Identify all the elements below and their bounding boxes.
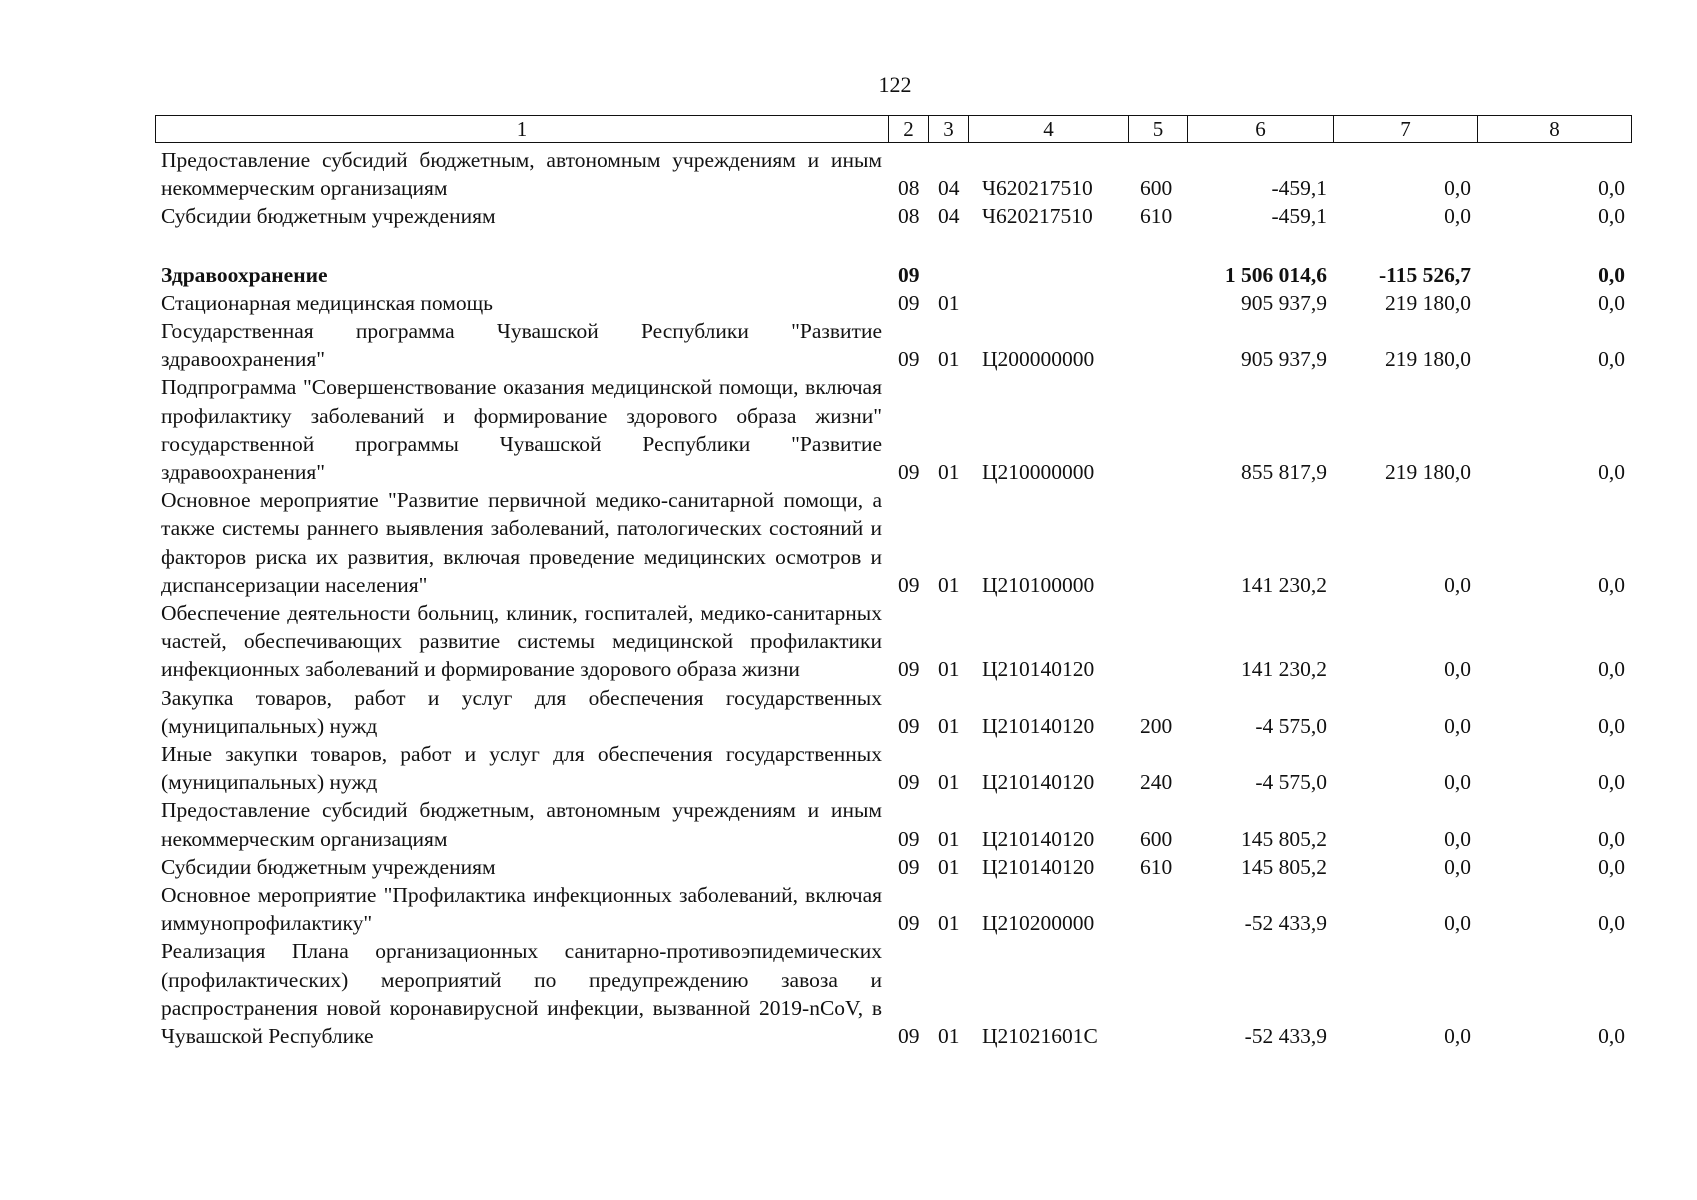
amount-col8: 0,0 bbox=[1598, 854, 1625, 879]
budget-table bbox=[155, 146, 1631, 1050]
amount-col8: 0,0 bbox=[1598, 713, 1625, 738]
expense-type-code bbox=[1128, 881, 1187, 937]
table-row bbox=[155, 261, 1631, 289]
target-article-code bbox=[968, 261, 1128, 289]
amount-col7: 0,0 bbox=[1444, 657, 1471, 682]
row-description: Государственная программа Чувашской Республики "Развитие здравоохранения" bbox=[161, 319, 882, 372]
expense-type-code: 610 bbox=[1140, 854, 1173, 879]
section-code: 09 bbox=[898, 713, 920, 738]
subsection-code: 01 bbox=[938, 713, 960, 738]
column-header: 4 bbox=[969, 116, 1129, 143]
row-description: Субсидии бюджетным учреждениям bbox=[161, 854, 496, 879]
subsection-code: 01 bbox=[938, 657, 960, 682]
amount-col6: -459,1 bbox=[1271, 176, 1327, 201]
row-description: Основное мероприятие "Развитие первичной медико-санитарной помощи, а также системы раннего выявления заболеваний, патологических состояний и факторов риска их развития, включая проведение медицинских осмотров и диспансеризации населения" bbox=[161, 488, 882, 597]
section-code: 09 bbox=[898, 262, 920, 287]
row-description: Предоставление субсидий бюджетным, автономным учреждениям и иным некоммерческим организациям bbox=[161, 148, 882, 201]
subsection-code: 01 bbox=[938, 572, 960, 597]
section-code: 09 bbox=[898, 826, 920, 851]
expense-type-code bbox=[1128, 317, 1187, 373]
amount-col6: -4 575,0 bbox=[1255, 713, 1327, 738]
budget-table-body bbox=[155, 146, 1631, 1050]
target-article-code: Ц210140120 bbox=[982, 713, 1095, 738]
amount-col6: 141 230,2 bbox=[1241, 657, 1327, 682]
amount-col8: 0,0 bbox=[1598, 657, 1625, 682]
target-article-code: Ц210140120 bbox=[982, 770, 1095, 795]
target-article-code: Ч620217510 bbox=[982, 204, 1093, 229]
amount-col8: 0,0 bbox=[1598, 911, 1625, 936]
row-description: Основное мероприятие "Профилактика инфекционных заболеваний, включая иммунопрофилактику" bbox=[161, 883, 882, 936]
table-row bbox=[155, 740, 1631, 796]
row-description: Здравоохранение bbox=[161, 262, 328, 287]
section-code: 09 bbox=[898, 1024, 920, 1049]
amount-col8: 0,0 bbox=[1598, 262, 1625, 287]
target-article-code: Ц210140120 bbox=[982, 854, 1095, 879]
amount-col8: 0,0 bbox=[1598, 460, 1625, 485]
expense-type-code: 240 bbox=[1140, 770, 1173, 795]
table-row bbox=[155, 796, 1631, 852]
target-article-code: Ц210000000 bbox=[982, 460, 1095, 485]
amount-col6: 905 937,9 bbox=[1241, 347, 1327, 372]
amount-col7: -115 526,7 bbox=[1379, 262, 1471, 287]
subsection-code: 04 bbox=[938, 176, 960, 201]
amount-col6: -52 433,9 bbox=[1244, 1024, 1327, 1049]
section-code: 08 bbox=[898, 204, 920, 229]
amount-col6: 905 937,9 bbox=[1241, 290, 1327, 315]
section-code: 08 bbox=[898, 176, 920, 201]
expense-type-code: 600 bbox=[1140, 176, 1173, 201]
subsection-code: 01 bbox=[938, 460, 960, 485]
table-row bbox=[155, 373, 1631, 486]
section-code: 09 bbox=[898, 657, 920, 682]
table-row bbox=[155, 146, 1631, 202]
table-row bbox=[155, 317, 1631, 373]
column-header: 1 bbox=[156, 116, 889, 143]
row-description: Реализация Плана организационных санитарно-противоэпидемических (профилактических) мероприятий по предупреждению завоза и распространения новой коронавирусной инфекции, вызванной 2019-nCoV, в Чувашской Республике bbox=[161, 939, 882, 1049]
subsection-code: 01 bbox=[938, 911, 960, 936]
amount-col8: 0,0 bbox=[1598, 572, 1625, 597]
table-row bbox=[155, 289, 1631, 317]
section-code: 09 bbox=[898, 460, 920, 485]
amount-col8: 0,0 bbox=[1598, 1024, 1625, 1049]
column-header: 6 bbox=[1188, 116, 1334, 143]
amount-col8: 0,0 bbox=[1598, 290, 1625, 315]
amount-col6: -459,1 bbox=[1271, 204, 1327, 229]
table-row bbox=[155, 853, 1631, 881]
row-description: Закупка товаров, работ и услуг для обеспечения государственных (муниципальных) нужд bbox=[161, 685, 882, 738]
subsection-code: 04 bbox=[938, 204, 960, 229]
amount-col7: 0,0 bbox=[1444, 854, 1471, 879]
subsection-code: 01 bbox=[938, 347, 960, 372]
amount-col6: -52 433,9 bbox=[1244, 911, 1327, 936]
table-row bbox=[155, 881, 1631, 937]
amount-col6: 1 506 014,6 bbox=[1224, 262, 1327, 287]
subsection-code: 01 bbox=[938, 1024, 960, 1049]
section-code: 09 bbox=[898, 911, 920, 936]
amount-col8: 0,0 bbox=[1598, 826, 1625, 851]
amount-col7: 219 180,0 bbox=[1385, 290, 1471, 315]
spacer-row bbox=[155, 231, 1631, 261]
subsection-code bbox=[928, 261, 968, 289]
section-code: 09 bbox=[898, 290, 920, 315]
table-row bbox=[155, 599, 1631, 684]
amount-col7: 0,0 bbox=[1444, 1024, 1471, 1049]
expense-type-code bbox=[1128, 261, 1187, 289]
target-article-code: Ц210100000 bbox=[982, 572, 1095, 597]
row-description: Субсидии бюджетным учреждениям bbox=[161, 204, 496, 229]
target-article-code: Ц210140120 bbox=[982, 826, 1095, 851]
column-header: 3 bbox=[929, 116, 969, 143]
row-description: Предоставление субсидий бюджетным, автономным учреждениям и иным некоммерческим организациям bbox=[161, 798, 882, 851]
amount-col7: 0,0 bbox=[1444, 176, 1471, 201]
amount-col7: 0,0 bbox=[1444, 204, 1471, 229]
amount-col8: 0,0 bbox=[1598, 176, 1625, 201]
amount-col6: 145 805,2 bbox=[1241, 854, 1327, 879]
row-description: Стационарная медицинская помощь bbox=[161, 290, 493, 315]
expense-type-code bbox=[1128, 937, 1187, 1050]
expense-type-code bbox=[1128, 486, 1187, 599]
column-header: 5 bbox=[1129, 116, 1188, 143]
subsection-code: 01 bbox=[938, 290, 960, 315]
table-row bbox=[155, 937, 1631, 1050]
table-row bbox=[155, 684, 1631, 740]
expense-type-code: 610 bbox=[1140, 204, 1173, 229]
amount-col7: 0,0 bbox=[1444, 770, 1471, 795]
amount-col6: -4 575,0 bbox=[1255, 770, 1327, 795]
target-article-code: Ч620217510 bbox=[982, 176, 1093, 201]
amount-col8: 0,0 bbox=[1598, 347, 1625, 372]
row-description: Подпрограмма "Совершенствование оказания медицинской помощи, включая профилактику заболеваний и формирование здорового образа жизни" государственной программы Чувашской Республики "Развитие здравоохранения" bbox=[161, 375, 882, 485]
amount-col7: 0,0 bbox=[1444, 911, 1471, 936]
subsection-code: 01 bbox=[938, 854, 960, 879]
amount-col6: 145 805,2 bbox=[1241, 826, 1327, 851]
table-row bbox=[155, 486, 1631, 599]
expense-type-code: 200 bbox=[1140, 713, 1173, 738]
target-article-code: Ц21021601С bbox=[982, 1024, 1098, 1049]
section-code: 09 bbox=[898, 854, 920, 879]
amount-col7: 0,0 bbox=[1444, 572, 1471, 597]
amount-col7: 0,0 bbox=[1444, 713, 1471, 738]
row-description: Обеспечение деятельности больниц, клиник, госпиталей, медико-санитарных частей, обеспечивающих развитие системы медицинской профилактики инфекционных заболеваний и формирование здорового образа жизни bbox=[161, 601, 882, 682]
amount-col7: 0,0 bbox=[1444, 826, 1471, 851]
amount-col8: 0,0 bbox=[1598, 770, 1625, 795]
expense-type-code: 600 bbox=[1140, 826, 1173, 851]
column-number-row bbox=[156, 116, 1632, 143]
section-code: 09 bbox=[898, 572, 920, 597]
target-article-code bbox=[968, 289, 1128, 317]
target-article-code: Ц210200000 bbox=[982, 911, 1095, 936]
amount-col7: 219 180,0 bbox=[1385, 460, 1471, 485]
page-number: 122 bbox=[878, 72, 912, 97]
row-description: Иные закупки товаров, работ и услуг для обеспечения государственных (муниципальных) нужд bbox=[161, 742, 882, 795]
section-code: 09 bbox=[898, 770, 920, 795]
amount-col6: 855 817,9 bbox=[1241, 460, 1327, 485]
spacer-cell bbox=[155, 231, 1631, 261]
amount-col7: 219 180,0 bbox=[1385, 347, 1471, 372]
expense-type-code bbox=[1128, 373, 1187, 486]
target-article-code: Ц210140120 bbox=[982, 657, 1095, 682]
column-header: 7 bbox=[1334, 116, 1478, 143]
column-header: 2 bbox=[889, 116, 929, 143]
amount-col6: 141 230,2 bbox=[1241, 572, 1327, 597]
target-article-code: Ц200000000 bbox=[982, 347, 1095, 372]
table-row bbox=[155, 202, 1631, 230]
expense-type-code bbox=[1128, 599, 1187, 684]
column-header: 8 bbox=[1478, 116, 1632, 143]
section-code: 09 bbox=[898, 347, 920, 372]
amount-col8: 0,0 bbox=[1598, 204, 1625, 229]
expense-type-code bbox=[1128, 289, 1187, 317]
subsection-code: 01 bbox=[938, 826, 960, 851]
column-header-table bbox=[155, 115, 1632, 143]
subsection-code: 01 bbox=[938, 770, 960, 795]
